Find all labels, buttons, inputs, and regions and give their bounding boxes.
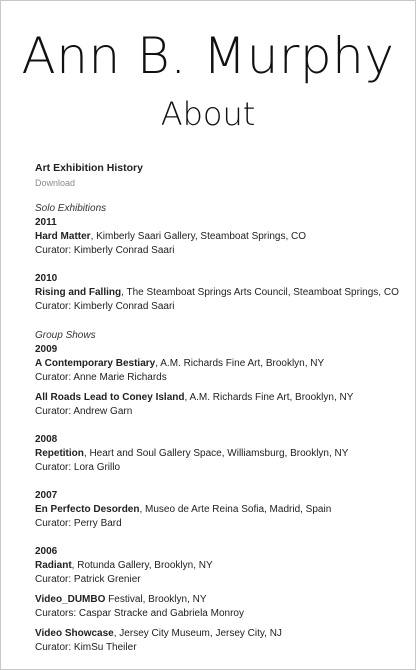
year-heading: 2010 (35, 273, 58, 284)
exhibition-venue: Festival, Brooklyn, NY (105, 594, 207, 605)
exhibition-curator: Curator: Kimberly Conrad Saari (35, 301, 175, 312)
exhibition-curator: Curator: Lora Grillo (35, 462, 121, 473)
exhibition-venue: , Rotunda Gallery, Brooklyn, NY (71, 560, 213, 571)
exhibition-title: En Perfecto Desorden (35, 504, 140, 515)
year-heading: 2007 (35, 490, 58, 501)
exhibition-venue: , Museo de Arte Reina Sofia, Madrid, Spain (139, 504, 332, 515)
solo-exhibitions-label: Solo Exhibitions (35, 203, 107, 214)
exhibition-title: Rising and Falling (35, 287, 122, 298)
exhibition-title: Hard Matter (35, 231, 91, 242)
exhibition-title: Radiant (35, 560, 72, 571)
exhibition-entry (35, 357, 407, 385)
exhibition-entry (35, 286, 407, 314)
exhibition-entry (35, 447, 407, 475)
exhibition-curator: Curator: Patrick Grenier (35, 574, 141, 585)
download-link[interactable]: Download (35, 178, 76, 188)
exhibition-curator: Curator: Andrew Garn (35, 406, 133, 417)
exhibition-title: A Contemporary Bestiary (35, 358, 156, 369)
year-heading: 2006 (35, 546, 58, 557)
exhibition-venue: , Heart and Soul Gallery Space, Williamsburg, Brooklyn, NY (83, 448, 349, 459)
exhibition-curator: Curator: KimSu Theiler (35, 642, 137, 653)
exhibition-entry (35, 391, 407, 419)
year-heading: 2011 (35, 217, 57, 228)
exhibition-title: Repetition (35, 448, 84, 459)
exhibition-entry (35, 230, 407, 258)
exhibition-entry (35, 503, 407, 531)
exhibition-curator: Curators: Caspar Stracke and Gabriela Monroy (35, 608, 244, 619)
exhibition-curator: Curator: Perry Bard (35, 518, 122, 529)
site-title[interactable]: Ann B. Murphy (21, 27, 395, 85)
history-title: Art Exhibition History (35, 162, 143, 174)
exhibition-title: Video_DUMBO (35, 594, 106, 605)
exhibition-venue: , The Steamboat Springs Arts Council, Steamboat Springs, CO (121, 287, 399, 298)
exhibition-curator: Curator: Kimberly Conrad Saari (35, 245, 175, 256)
exhibition-venue: , Kimberly Saari Gallery, Steamboat Springs, CO (90, 231, 307, 242)
exhibition-curator: Curator: Anne Marie Richards (35, 372, 167, 383)
page-heading: About (160, 95, 256, 133)
year-heading: 2009 (35, 344, 58, 355)
exhibition-history (35, 161, 407, 655)
year-heading: 2008 (35, 434, 58, 445)
exhibition-entry (35, 559, 407, 587)
group-shows-label: Group Shows (35, 330, 96, 341)
exhibition-title: Video Showcase (35, 628, 114, 639)
exhibition-entry (35, 627, 407, 655)
exhibition-entry (35, 593, 407, 621)
exhibition-venue: , A.M. Richards Fine Art, Brooklyn, NY (155, 358, 325, 369)
exhibition-title: All Roads Lead to Coney Island (35, 392, 185, 403)
exhibition-venue: , Jersey City Museum, Jersey City, NJ (113, 628, 282, 639)
exhibition-venue: , A.M. Richards Fine Art, Brooklyn, NY (184, 392, 354, 403)
